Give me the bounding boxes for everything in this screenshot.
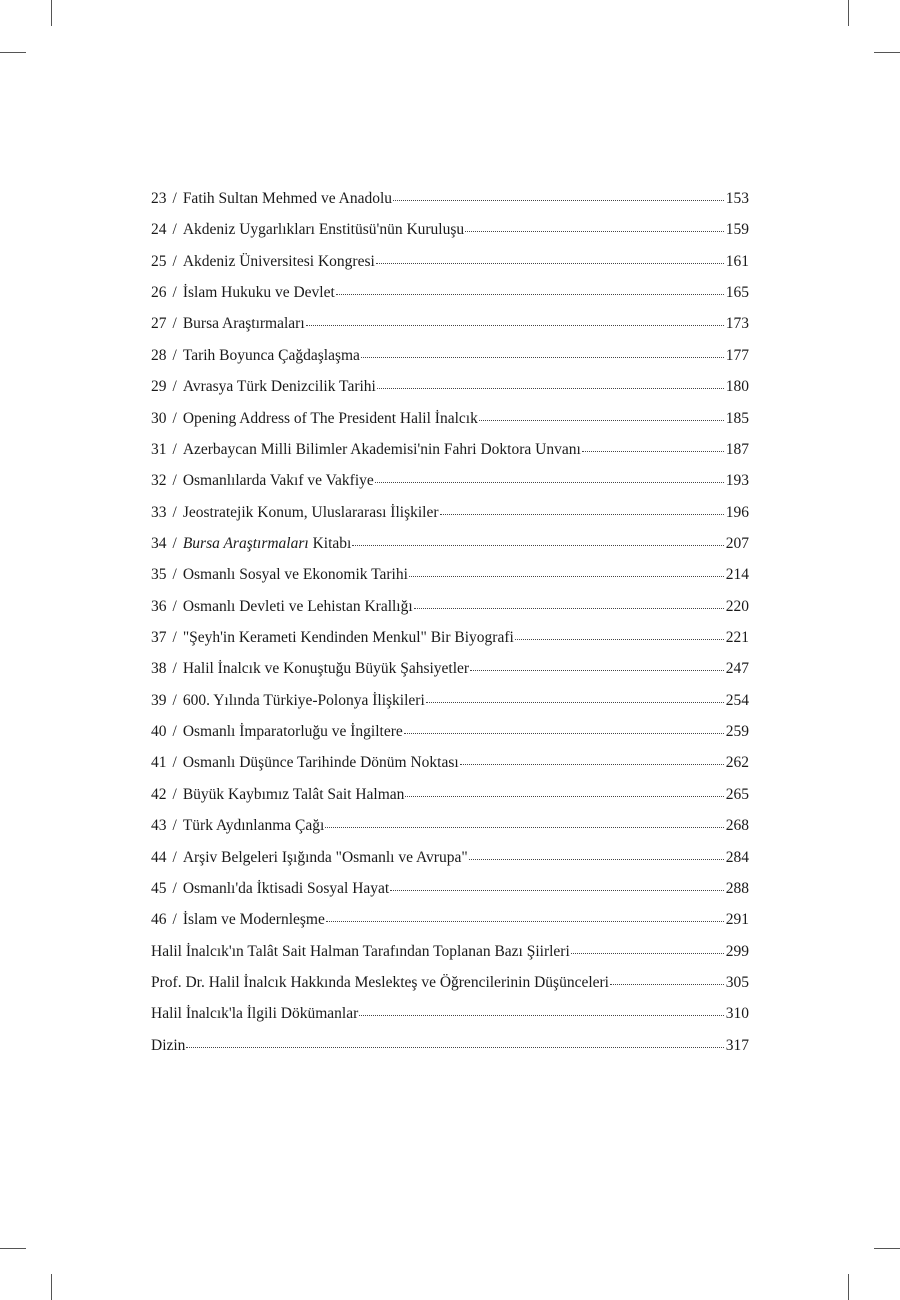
toc-leader-dots [359, 1014, 724, 1016]
toc-entry-title [183, 531, 352, 557]
toc-entry-title: Tarih Boyunca Çağdaşlaşma [182, 346, 360, 364]
toc-entry-page-number: 173 [725, 315, 749, 333]
toc-leader-dots [465, 230, 724, 232]
toc-entry-separator: / [172, 660, 177, 678]
toc-entry-separator: / [172, 346, 177, 364]
toc-entry-title: Osmanlı Sosyal ve Ekonomik Tarihi [182, 566, 408, 584]
toc-entry-separator: / [172, 911, 177, 929]
toc-entry-separator: / [172, 534, 177, 552]
toc-entry-separator: / [172, 597, 177, 615]
toc-entry-title: Akdeniz Üniversitesi Kongresi [182, 252, 375, 270]
toc-entry-title: İslam ve Modernleşme [182, 911, 325, 929]
toc-leader-dots [610, 983, 724, 985]
toc-entry-number: 42 [151, 785, 167, 803]
toc-leader-dots [352, 544, 724, 546]
toc-entry[interactable] [151, 217, 749, 248]
toc-entry[interactable] [151, 939, 749, 970]
toc-entry-number: 41 [151, 754, 167, 772]
toc-entry-number: 45 [151, 879, 167, 897]
toc-leader-dots [460, 763, 724, 765]
crop-mark [0, 52, 26, 53]
toc-leader-dots [376, 262, 724, 264]
toc-leader-dots [306, 324, 724, 326]
toc-entry-page-number: 214 [725, 566, 749, 584]
toc-entry-title: Fatih Sultan Mehmed ve Anadolu [182, 190, 393, 207]
toc-entry-page-number: 187 [725, 440, 749, 458]
toc-entry-number: 24 [151, 221, 167, 239]
toc-entry-page-number: 153 [725, 190, 749, 207]
toc-entry[interactable] [151, 280, 749, 311]
toc-entry[interactable] [151, 249, 749, 280]
toc-entry[interactable] [151, 562, 749, 593]
toc-entry-title: Dizin [151, 1036, 186, 1054]
toc-leader-dots [515, 638, 724, 640]
toc-entry[interactable] [151, 437, 749, 468]
crop-mark [874, 1248, 900, 1249]
crop-mark [0, 1248, 26, 1249]
toc-leader-dots [409, 575, 724, 577]
toc-entry[interactable] [151, 1001, 749, 1032]
toc-entry-page-number: 259 [725, 723, 749, 741]
toc-entry-page-number: 247 [725, 660, 749, 678]
toc-leader-dots [325, 826, 724, 828]
toc-entry[interactable] [151, 907, 749, 938]
toc-entry[interactable] [151, 1033, 749, 1064]
toc-entry[interactable] [151, 311, 749, 342]
toc-entry-page-number: 207 [725, 534, 749, 552]
toc-entry-title: Türk Aydınlanma Çağı [182, 817, 325, 835]
toc-entry-separator: / [172, 879, 177, 897]
toc-entry-separator: / [172, 284, 177, 302]
toc-entry-number: 36 [151, 597, 167, 615]
toc-entry[interactable] [151, 782, 749, 813]
toc-leader-dots [326, 920, 724, 922]
toc-entry-title: Büyük Kaybımız Talât Sait Halman [182, 785, 405, 803]
toc-entry-page-number: 268 [725, 817, 749, 835]
toc-entry[interactable] [151, 594, 749, 625]
toc-entry-title: Halil İnalcık'la İlgili Dökümanlar [151, 1005, 359, 1023]
toc-entry-page-number: 291 [725, 911, 749, 929]
toc-entry-title: Osmanlı Devleti ve Lehistan Krallığı [182, 597, 413, 615]
toc-entry-title: Prof. Dr. Halil İnalcık Hakkında Meslekteş ve Öğrencilerinin Düşünceleri [151, 973, 609, 991]
toc-entry-separator: / [172, 221, 177, 239]
toc-entry-separator: / [172, 378, 177, 396]
toc-entry-separator: / [172, 817, 177, 835]
toc-leader-dots [571, 952, 724, 954]
toc-entry[interactable] [151, 343, 749, 374]
toc-entry-number: 31 [151, 440, 167, 458]
toc-entry[interactable] [151, 688, 749, 719]
table-of-contents [151, 186, 749, 1064]
toc-entry-title: İslam Hukuku ve Devlet [182, 284, 335, 302]
toc-entry-number: 29 [151, 378, 167, 396]
toc-leader-dots [469, 858, 724, 860]
toc-entry-number: 34 [151, 534, 167, 552]
toc-entry-title: Avrasya Türk Denizcilik Tarihi [182, 378, 376, 396]
crop-mark [51, 0, 52, 26]
toc-leader-dots [404, 732, 724, 734]
toc-entry[interactable] [151, 876, 749, 907]
toc-entry-number: 40 [151, 723, 167, 741]
toc-entry-title-rest: Kitabı [312, 534, 352, 552]
toc-leader-dots [336, 293, 724, 295]
toc-entry-title: 600. Yılında Türkiye-Polonya İlişkileri [182, 691, 425, 709]
toc-entry-number: 28 [151, 346, 167, 364]
toc-leader-dots [377, 387, 724, 389]
toc-entry-number: 43 [151, 817, 167, 835]
toc-entry[interactable] [151, 406, 749, 437]
toc-leader-dots [405, 795, 724, 797]
toc-entry-page-number: 305 [725, 973, 749, 991]
crop-mark [874, 52, 900, 53]
toc-entry-separator: / [172, 503, 177, 521]
toc-entry-page-number: 161 [725, 252, 749, 270]
toc-entry-page-number: 317 [725, 1036, 749, 1054]
toc-entry[interactable] [151, 531, 749, 562]
toc-entry[interactable] [151, 374, 749, 405]
toc-entry-number: 38 [151, 660, 167, 678]
toc-leader-dots [361, 356, 724, 358]
toc-entry-number: 27 [151, 315, 167, 333]
toc-entry-page-number: 310 [725, 1005, 749, 1023]
toc-entry-separator: / [172, 754, 177, 772]
toc-entry-page-number: 165 [725, 284, 749, 302]
toc-entry-page-number: 262 [725, 754, 749, 772]
toc-leader-dots [390, 889, 724, 891]
toc-entry-page-number: 196 [725, 503, 749, 521]
toc-leader-dots [440, 513, 724, 515]
toc-entry-title: Halil İnalcık ve Konuştuğu Büyük Şahsiyetler [182, 660, 470, 678]
toc-entry-page-number: 299 [725, 942, 749, 960]
toc-leader-dots [393, 199, 724, 201]
toc-entry-title: Osmanlı Düşünce Tarihinde Dönüm Noktası [182, 754, 459, 772]
toc-entry[interactable] [151, 719, 749, 750]
toc-entry-page-number: 288 [725, 879, 749, 897]
toc-entry[interactable] [151, 625, 749, 656]
toc-entry-separator: / [172, 691, 177, 709]
toc-entry-number: 37 [151, 629, 167, 647]
toc-entry-separator: / [172, 190, 177, 207]
toc-leader-dots [426, 701, 724, 703]
toc-entry-number: 23 [151, 190, 167, 207]
toc-entry-page-number: 254 [725, 691, 749, 709]
toc-entry-title-italic: Bursa Araştırmaları [182, 534, 309, 552]
toc-entry-number: 30 [151, 409, 167, 427]
toc-entry-title: Osmanlı'da İktisadi Sosyal Hayat [182, 879, 390, 897]
toc-entry-separator: / [172, 252, 177, 270]
toc-entry-separator: / [172, 848, 177, 866]
toc-entry[interactable] [151, 970, 749, 1001]
toc-entry-title: Osmanlı İmparatorluğu ve İngiltere [182, 723, 403, 741]
toc-entry-page-number: 193 [725, 472, 749, 490]
toc-entry-title: Jeostratejik Konum, Uluslararası İlişkiler [182, 503, 439, 521]
toc-entry-title: "Şeyh'in Kerameti Kendinden Menkul" Bir Biyografi [182, 629, 514, 647]
toc-entry-number: 26 [151, 284, 167, 302]
toc-entry-page-number: 265 [725, 785, 749, 803]
crop-mark [848, 1274, 849, 1300]
toc-entry-page-number: 159 [725, 221, 749, 239]
toc-entry-number: 32 [151, 472, 167, 490]
toc-entry-separator: / [172, 440, 177, 458]
toc-leader-dots [479, 419, 724, 421]
toc-leader-dots [414, 607, 724, 609]
toc-entry[interactable] [151, 813, 749, 844]
toc-entry-page-number: 284 [725, 848, 749, 866]
toc-entry-number: 39 [151, 691, 167, 709]
toc-entry-title: Bursa Araştırmaları [182, 315, 305, 333]
toc-entry[interactable] [151, 468, 749, 499]
crop-mark [848, 0, 849, 26]
toc-entry-number: 44 [151, 848, 167, 866]
toc-entry-separator: / [172, 785, 177, 803]
toc-entry-separator: / [172, 409, 177, 427]
toc-entry-page-number: 221 [725, 629, 749, 647]
toc-entry[interactable] [151, 656, 749, 687]
toc-entry-separator: / [172, 566, 177, 584]
toc-entry-separator: / [172, 629, 177, 647]
toc-entry-page-number: 185 [725, 409, 749, 427]
toc-entry-title: Arşiv Belgeleri Işığında "Osmanlı ve Avrupa" [182, 848, 468, 866]
toc-entry-title: Osmanlılarda Vakıf ve Vakfiye [182, 472, 374, 490]
toc-leader-dots [582, 450, 724, 452]
toc-leader-dots [470, 669, 724, 671]
crop-mark [51, 1274, 52, 1300]
toc-entry-number: 33 [151, 503, 167, 521]
toc-entry-page-number: 177 [725, 346, 749, 364]
toc-entry-title: Opening Address of The President Halil İnalcık [182, 409, 478, 427]
toc-entry-title: Halil İnalcık'ın Talât Sait Halman Tarafından Toplanan Bazı Şiirleri [151, 942, 570, 960]
toc-entry-number: 46 [151, 911, 167, 929]
toc-entry[interactable] [151, 750, 749, 781]
toc-entry-page-number: 220 [725, 597, 749, 615]
toc-entry-separator: / [172, 472, 177, 490]
toc-leader-dots [186, 1046, 724, 1048]
toc-entry[interactable] [151, 845, 749, 876]
toc-entry-separator: / [172, 315, 177, 333]
toc-entry[interactable] [151, 500, 749, 531]
toc-entry-title: Akdeniz Uygarlıkları Enstitüsü'nün Kuruluşu [182, 221, 465, 239]
toc-leader-dots [375, 481, 724, 483]
toc-entry-number: 25 [151, 252, 167, 270]
toc-entry-separator: / [172, 723, 177, 741]
toc-entry-page-number: 180 [725, 378, 749, 396]
toc-entry-number: 35 [151, 566, 167, 584]
toc-entry-title: Azerbaycan Milli Bilimler Akademisi'nin Fahri Doktora Unvanı [182, 440, 581, 458]
toc-entry[interactable] [151, 186, 749, 217]
